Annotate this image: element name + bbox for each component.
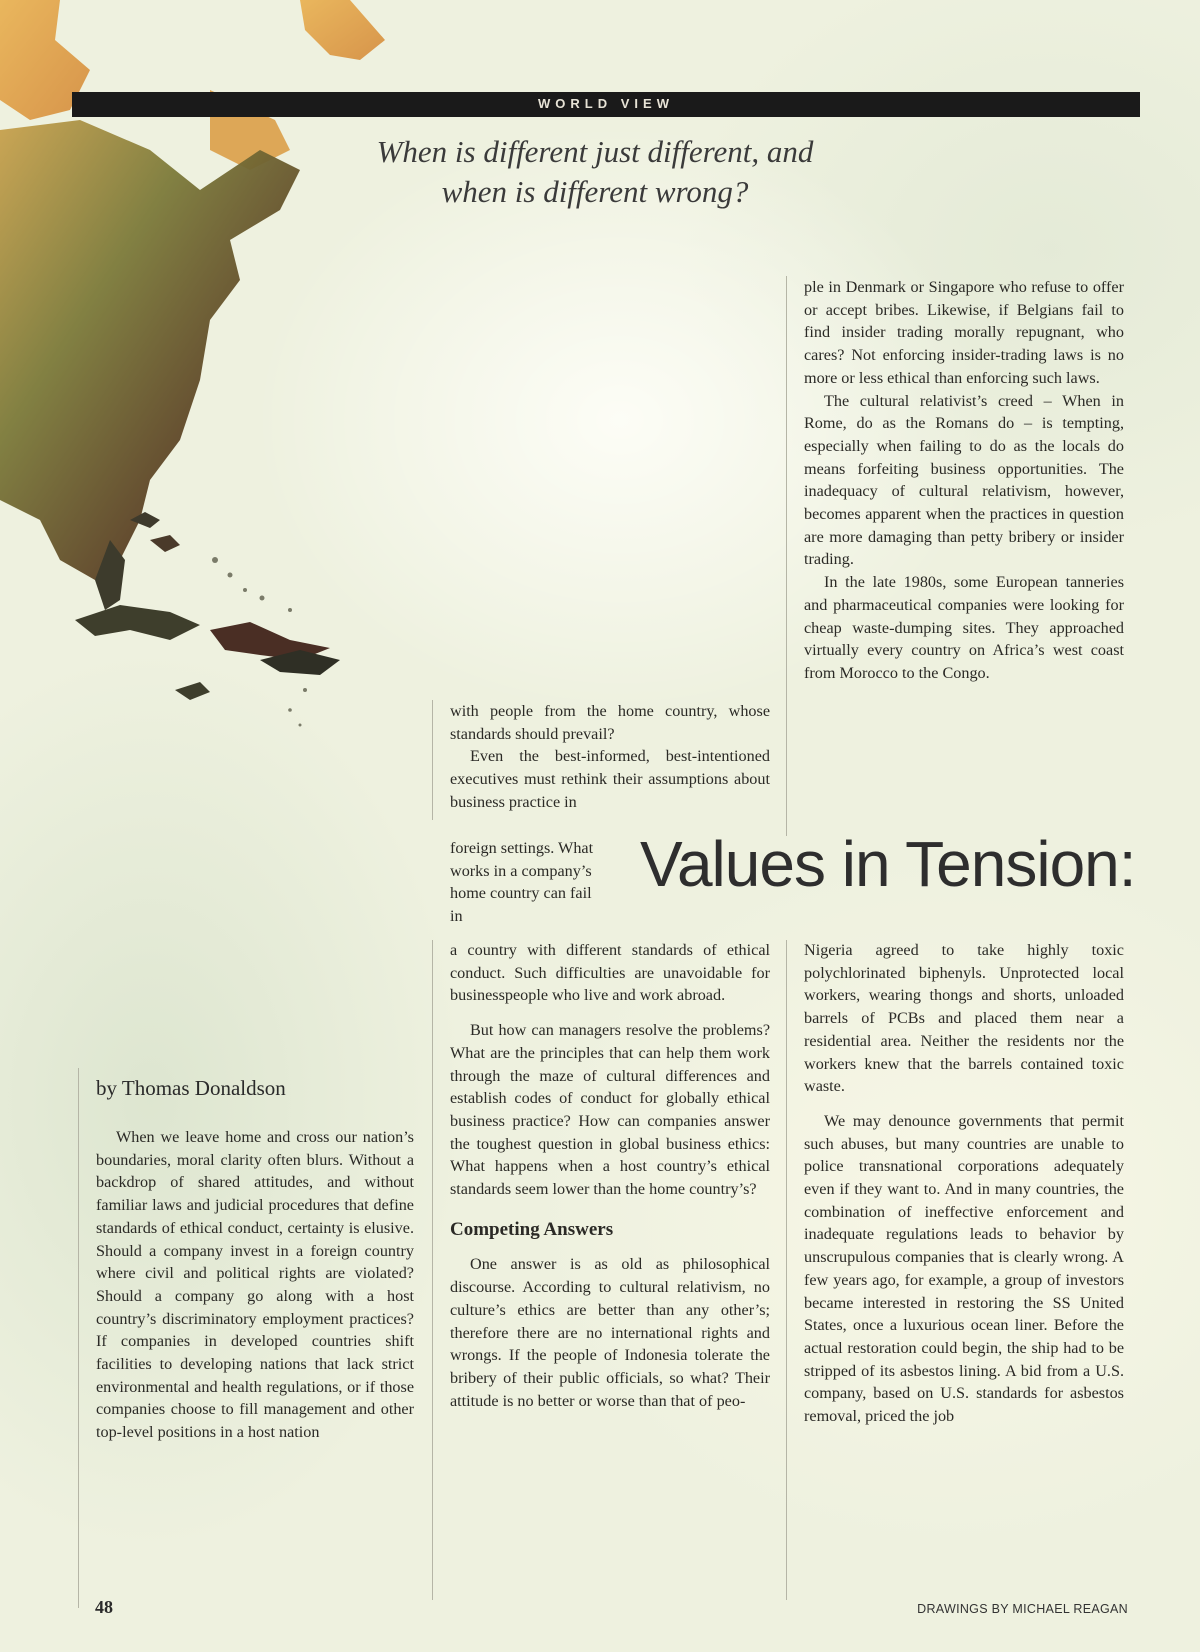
paragraph: foreign settings. What works in a company’s home country can fail in [450, 839, 594, 926]
column-right-top [804, 276, 1124, 685]
column-rule [786, 276, 787, 836]
byline: by Thomas Donaldson [96, 1076, 286, 1100]
column-rule [786, 940, 787, 1600]
page-number: 48 [95, 1597, 113, 1617]
column-middle-bottom [450, 939, 770, 1412]
column-rule [432, 700, 433, 820]
column-middle-wrap [450, 837, 605, 928]
paragraph: ple in Denmark or Singapore who refuse to offer or accept bribes. Likewise, if Belgians fail to find insider trading morally repugnant, who cares? Not enforcing insider-trading laws is no more or less ethical than enforcing such laws. [804, 278, 1124, 387]
headline [290, 132, 900, 212]
paragraph: In the late 1980s, some European tanneries and pharmaceutical companies were looking for cheap waste-dumping sites. They approached virtually every country on Africa’s west coast from Morocco to the Congo. [804, 573, 1124, 682]
paragraph: One answer is as old as philosophical discourse. According to cultural relativism, no culture’s ethics are better than any other’s; therefore there are no international rights and wrongs. If the people of Indonesia tolerate the bribery of their public officials, so what? Their attitude is no better or worse than that of peo- [450, 1255, 770, 1410]
column-left [96, 1126, 414, 1444]
section-kicker: WORLD VIEW [538, 96, 674, 111]
paragraph: Even the best-informed, best-intentioned executives must rethink their assumptions about business practice in [450, 747, 770, 811]
headline-line-1: When is different just different, and [376, 134, 814, 169]
subheading: Competing Answers [450, 1218, 614, 1240]
paragraph: with people from the home country, whose standards should prevail? [450, 702, 770, 743]
paragraph: When we leave home and cross our nation’s boundaries, moral clarity often blurs. Without a backdrop of shared attitudes, and without familiar laws and judicial procedures that define standards of ethical conduct, certainty is elusive. Should a company invest in a foreign country where civil and political rights are violated? Should a company go along with a host country’s discriminatory employment practices? If companies in developed countries shift facilities to developing nations that lack strict environmental and health regulations, or if those companies choose to fill management and other top-level positions in a host nation [96, 1128, 414, 1442]
headline-line-2: when is different wrong? [441, 174, 749, 209]
column-rule [432, 940, 433, 1600]
column-rule [78, 1068, 79, 1608]
column-middle-top [450, 700, 770, 814]
paragraph: The cultural relativist’s creed – When in Rome, do as the Romans do – is tempting, especially when failing to do as the locals do means forfeiting business opportunities. The inadequacy of cultural relativism, however, becomes apparent when the practices in question are more damaging than petty bribery or insider trading. [804, 391, 1124, 569]
column-right-bottom [804, 939, 1124, 1428]
paragraph: Nigeria agreed to take highly toxic polychlorinated biphenyls. Unprotected local workers, wearing thongs and shorts, unloaded barrels of PCBs and placed them near a residential area. Neither the residents nor the workers knew that the barrels contained toxic waste. [804, 941, 1124, 1096]
paragraph: We may denounce governments that permit such abuses, but many countries are unable to police transnational corporations adequately even if they want to. And in many countries, the combination of ineffective enforcement and inadequate regulations leads to behavior by unscrupulous companies that is clearly wrong. A few years ago, for example, a group of investors became interested in restoring the SS United States, once a luxurious ocean liner. Before the actual restoration could begin, the ship had to be stripped of its asbestos lining. A bid from a U.S. company, based on U.S. standards for asbestos removal, priced the job [804, 1111, 1124, 1426]
article-title: Values in Tension: [640, 828, 1136, 900]
section-bar [72, 92, 1140, 117]
illustration-credit: DRAWINGS BY MICHAEL REAGAN [917, 1602, 1128, 1616]
paragraph: a country with different standards of ethical conduct. Such difficulties are unavoidable for businesspeople who live and work abroad. [450, 941, 770, 1005]
paragraph: But how can managers resolve the problems? What are the principles that can help them work through the maze of cultural differences and establish codes of conduct for globally ethical business practice? How can companies answer the toughest question in global business ethics: What happens when a host country’s ethical standards seem lower than the home country’s? [450, 1021, 770, 1199]
map-illustration [0, 0, 420, 780]
